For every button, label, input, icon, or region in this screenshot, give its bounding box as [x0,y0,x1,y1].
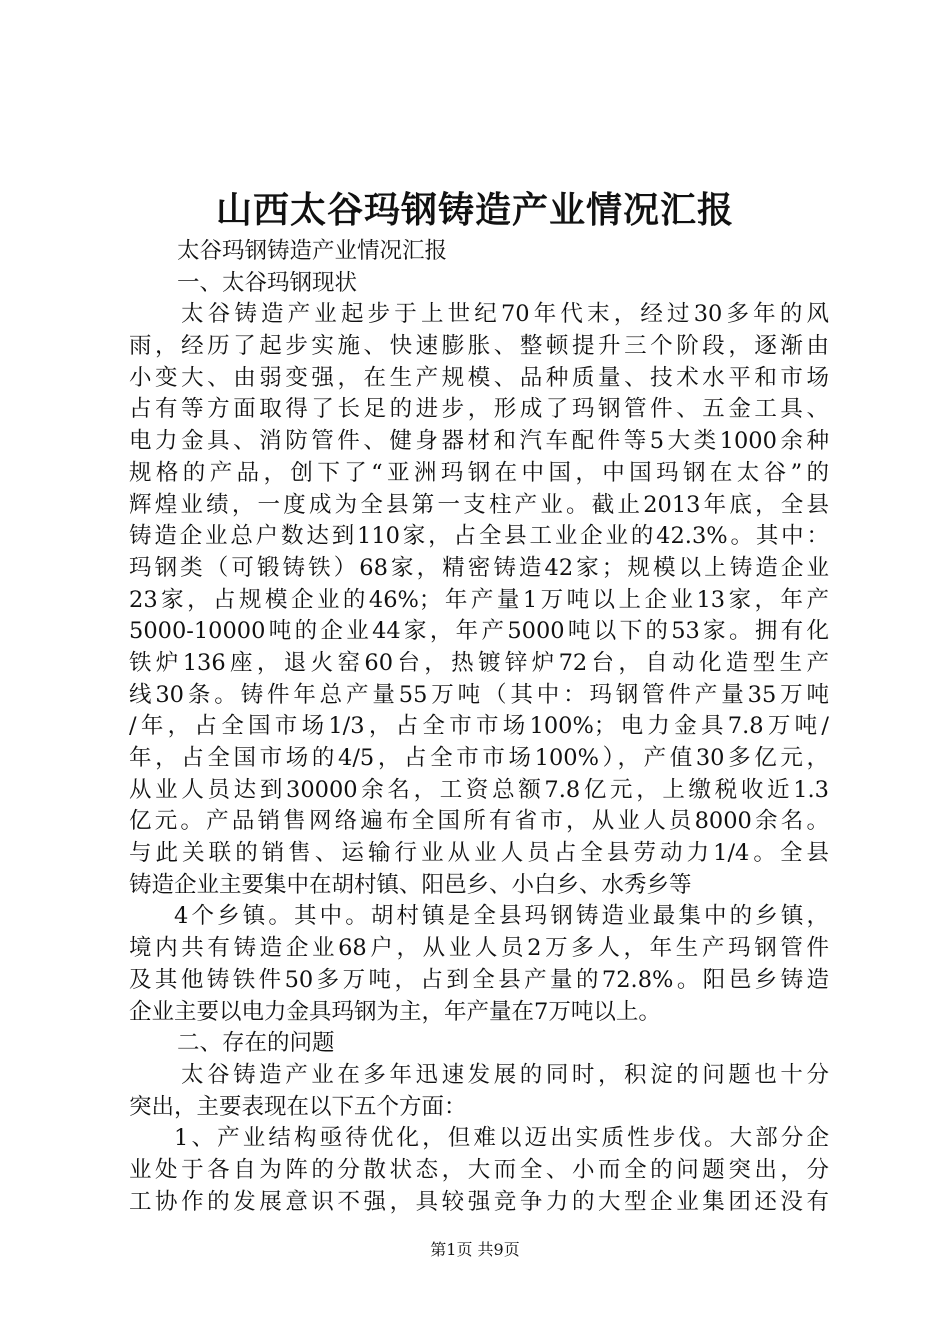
document-body [129,236,829,1218]
paragraph-line: 雨，经历了起步实施、快速膨胀、整顿提升三个阶段，逐渐由 [129,333,829,360]
document-title: 山西太谷玛钢铸造产业情况汇报 [215,189,734,231]
paragraph-line: 铸造企业总户数达到110家，占全县工业企业的42.3%。其中： [129,523,829,550]
paragraph-line: 铁炉136座，退火窑60台，热镀锌炉72台，自动化造型生产 [129,649,829,676]
paragraph-line: 5000-10000吨的企业44家，年产5000吨以下的53家。拥有化 [129,618,829,645]
paragraph-line: 小变大、由弱变强，在生产规模、品种质量、技术水平和市场 [129,364,829,391]
paragraph-line: 突出，主要表现在以下五个方面： [129,1093,467,1120]
paragraph-line: 企业主要以电力金具玛钢为主，年产量在7万吨以上。 [129,998,661,1025]
page-footer: 第1页 共9页 [430,1240,520,1259]
paragraph-line: 4个乡镇。其中。胡村镇是全县玛钢铸造业最集中的乡镇， [174,903,829,930]
paragraph-line: /年，占全国市场1/3，占全市市场100%；电力金具7.8万吨/ [129,713,829,740]
paragraph-line: 太谷铸造产业起步于上世纪70年代末，经过30多年的风 [181,301,829,328]
paragraph-line: 占有等方面取得了长足的进步，形成了玛钢管件、五金工具、 [129,396,829,423]
paragraph-line: 电力金具、消防管件、健身器材和汽车配件等5大类1000余种 [129,428,829,455]
paragraph-line: 从业人员达到30000余名，工资总额7.8亿元，上缴税收近1.3 [129,776,829,803]
paragraph-line: 1、产业结构亟待优化，但难以迈出实质性步伐。大部分企 [174,1125,829,1152]
paragraph-line: 亿元。产品销售网络遍布全国所有省市，从业人员8000余名。 [129,808,829,835]
subtitle-line: 太谷玛钢铸造产业情况汇报 [177,238,448,264]
section-heading-2: 二、存在的问题 [177,1030,335,1057]
paragraph-line: 铸造企业主要集中在胡村镇、阳邑乡、小白乡、水秀乡等 [129,871,692,898]
paragraph-line: 业处于各自为阵的分散状态，大而全、小而全的问题突出，分 [129,1156,829,1183]
section-heading-1: 一、太谷玛钢现状 [177,269,358,296]
paragraph-line: 境内共有铸造企业68户，从业人员2万多人，年生产玛钢管件 [129,935,829,962]
paragraph-line: 工协作的发展意识不强，具较强竞争力的大型企业集团还没有 [129,1188,829,1215]
paragraph-line: 年，占全国市场的4/5，占全市市场100%），产值30多亿元， [129,745,829,771]
paragraph-line: 线30条。铸件年总产量55万吨（其中：玛钢管件产量35万吨 [129,681,829,708]
paragraph-line: 辉煌业绩，一度成为全县第一支柱产业。截止2013年底，全县 [129,491,829,518]
paragraph-line: 与此关联的销售、运输行业从业人员占全县劳动力1/4。全县 [129,840,829,867]
paragraph-line: 玛钢类（可锻铸铁）68家，精密铸造42家；规模以上铸造企业 [129,554,829,581]
paragraph-line: 规格的产品，创下了“亚洲玛钢在中国，中国玛钢在太谷”的 [129,459,829,486]
paragraph-line: 及其他铸铁件50多万吨，占到全县产量的72.8%。阳邑乡铸造 [129,966,829,993]
paragraph-line: 太谷铸造产业在多年迅速发展的同时，积淀的问题也十分 [181,1061,829,1088]
paragraph-line: 23家，占规模企业的46%；年产量1万吨以上企业13家，年产 [129,586,829,613]
